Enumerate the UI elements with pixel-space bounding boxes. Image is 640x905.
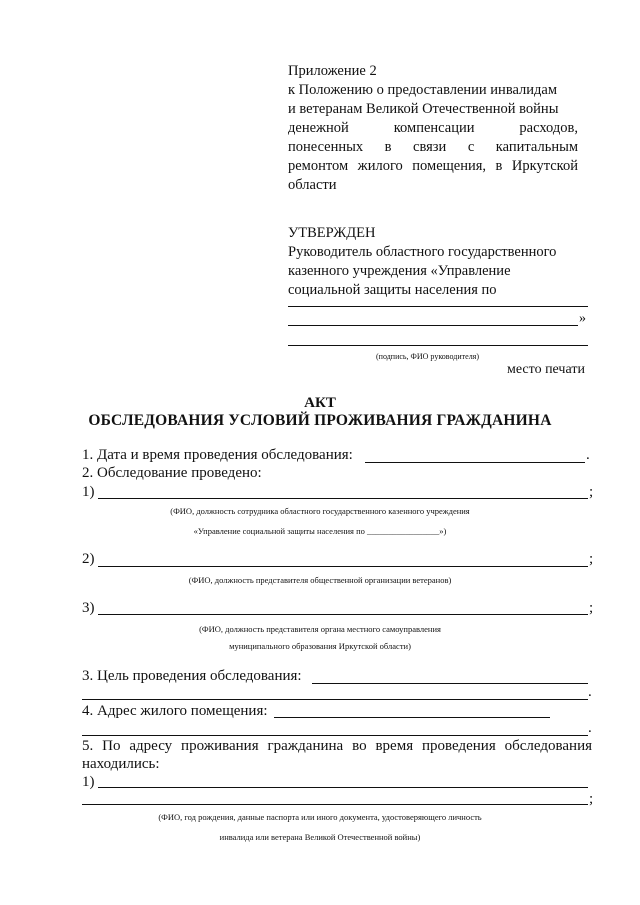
appendix-line: денежной компенсации расходов, (288, 120, 578, 136)
resident-caption: инвалида или ветерана Великой Отечественной войны) (219, 832, 421, 842)
appendix-line: и ветеранам Великой Отечественной войны (288, 101, 559, 117)
appendix-line: ремонтом жилого помещения, в Иркутской (288, 158, 578, 174)
approved-line: Руководитель областного государственного (288, 244, 557, 260)
signature-line[interactable] (288, 345, 588, 346)
approval-block (288, 224, 588, 300)
semicolon: ; (589, 484, 594, 500)
item-4-end: . (588, 720, 592, 736)
resident-1-field[interactable] (98, 787, 588, 788)
item-5-1-number: 1) (82, 774, 95, 790)
item-2-2-number: 2) (82, 551, 95, 567)
appendix-line: к Положению о предоставлении инвалидам (288, 82, 558, 98)
resident-1-field-2[interactable] (82, 804, 588, 805)
act-subtitle: ОБСЛЕДОВАНИЯ УСЛОВИЙ ПРОЖИВАНИЯ ГРАЖДАНИНА (88, 412, 552, 429)
approval-blank-line[interactable] (288, 306, 588, 307)
approval-blank-line[interactable] (288, 325, 578, 326)
approved-heading: УТВЕРЖДЕН (288, 225, 376, 241)
semicolon: ; (589, 600, 594, 616)
inspector-2-field[interactable] (98, 566, 588, 567)
semicolon: ; (589, 551, 594, 567)
stamp-place: место печати (507, 362, 585, 377)
appendix-line: области (288, 177, 337, 193)
item-2-1-number: 1) (82, 484, 95, 500)
signature-caption: (подпись, ФИО руководителя) (376, 352, 480, 361)
quote-close: » (579, 311, 586, 326)
semicolon: ; (589, 791, 594, 807)
approved-line: казенного учреждения «Управление (288, 263, 511, 279)
item-2-3-number: 3) (82, 600, 95, 616)
item-1-label: 1. Дата и время проведения обследования: (82, 447, 353, 463)
inspector-3-caption: (ФИО, должность представителя органа местного самоуправления (199, 624, 441, 634)
inspection-purpose-field-2[interactable] (82, 699, 588, 700)
approved-line: социальной защиты населения по (288, 282, 497, 298)
address-field[interactable] (274, 717, 550, 718)
item-1-end: . (586, 447, 590, 463)
item-4-label: 4. Адрес жилого помещения: (82, 703, 268, 719)
inspector-1-field[interactable] (98, 498, 588, 499)
resident-caption: (ФИО, год рождения, данные паспорта или иного документа, удостоверяющего личность (158, 812, 482, 822)
appendix-header (288, 62, 578, 195)
inspector-1-caption: «Управление социальной защиты населения по _________________») (193, 526, 447, 536)
item-2-label: 2. Обследование проведено: (82, 465, 262, 481)
item-3-label: 3. Цель проведения обследования: (82, 668, 302, 684)
inspection-purpose-field[interactable] (312, 683, 588, 684)
item-5-label: 5. По адресу проживания гражданина во время проведения обследования (82, 738, 592, 754)
item-5-label-cont: находились: (82, 756, 160, 772)
inspector-3-caption: муниципального образования Иркутской области) (229, 641, 411, 651)
inspector-3-field[interactable] (98, 614, 588, 615)
act-title: АКТ (304, 395, 336, 411)
appendix-line: понесенных в связи с капитальным (288, 139, 578, 155)
appendix-title: Приложение 2 (288, 63, 377, 79)
inspector-1-caption: (ФИО, должность сотрудника областного государственного казенного учреждения (170, 506, 470, 516)
item-3-end: . (588, 684, 592, 700)
address-field-2[interactable] (82, 735, 588, 736)
inspector-2-caption: (ФИО, должность представителя общественной организации ветеранов) (188, 575, 452, 585)
inspection-date-field[interactable] (365, 462, 585, 463)
